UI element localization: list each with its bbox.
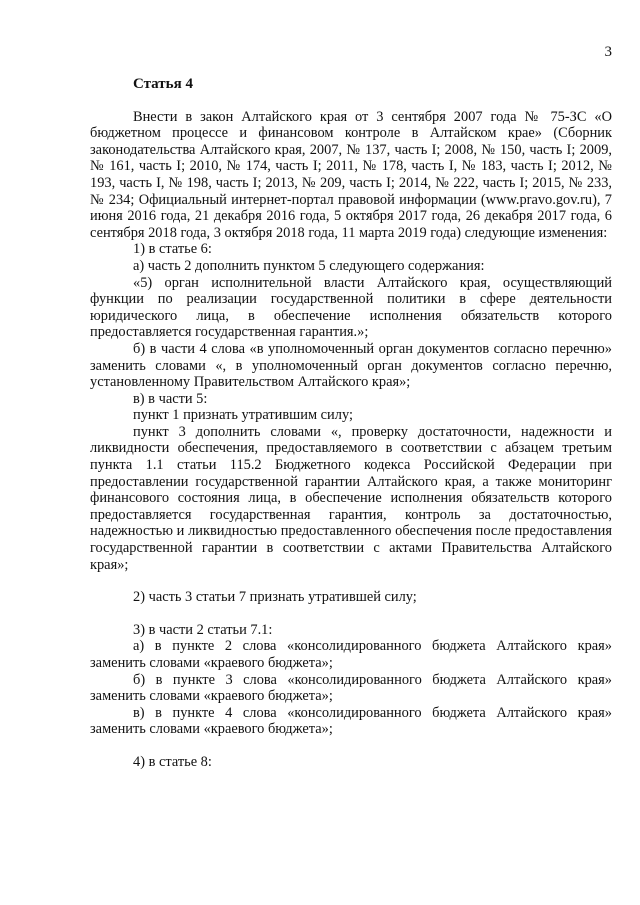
item-1v-point-3: пункт 3 дополнить словами «, проверку достаточности, надежности и ликвидности обеспечения, предоставляемого в соответствии с абзацем третьим пункта 1.1 статьи 115.2 Бюджетного кодекса Российской Федерации при предоставлении государственной гарантии Алтайского края, а также мониторинг финансового состояния лица, в обеспечение исполнения обязательств которого предоставляется государственная гарантия, контроль за достаточностью, надежностью и ликвидностью предоставленного обеспечения после предоставления государственной гарантии в соответствии с актами Правительства Алтайского края»; (90, 423, 612, 573)
item-1b: б) в части 4 слова «в уполномоченный орган документов согласно перечню» заменить словами «, в уполномоченный орган документов согласно перечню, установленному Правительством Алтайского края»; (90, 340, 612, 391)
item-3v: в) в пункте 4 слова «консолидированного бюджета Алтайского края» заменить словами «краевого бюджета»; (90, 704, 612, 738)
item-1-heading: 1) в статье 6: (133, 241, 212, 258)
item-1v-point-1: пункт 1 признать утратившим силу; (133, 407, 353, 424)
item-1a: а) часть 2 дополнить пунктом 5 следующего содержания: (133, 257, 485, 274)
item-1v-heading: в) в части 5: (133, 390, 208, 407)
document-body (90, 76, 612, 771)
page-number: 3 (604, 44, 612, 60)
item-3-heading: 3) в части 2 статьи 7.1: (133, 621, 273, 638)
item-3a: а) в пункте 2 слова «консолидированного бюджета Алтайского края» заменить словами «краевого бюджета»; (90, 638, 612, 671)
item-3b: б) в пункте 3 слова «консолидированного бюджета Алтайского края» заменить словами «краевого бюджета»; (90, 671, 612, 705)
item-1a-quote: «5) орган исполнительной власти Алтайского края, осуществляющий функции по реализации государственной политики в сфере деятельности юридического лица, в обеспечение исполнения обязательств которого предоставляется государственная гарантия.»; (90, 274, 612, 341)
item-4-heading: 4) в статье 8: (133, 753, 212, 770)
intro-paragraph: Внести в закон Алтайского края от 3 сентября 2007 года № 75-ЗС «О бюджетном процессе и финансовом контроле в Алтайском крае» (Сборник законодательства Алтайского края, 2007, № 137, часть I; 2008, № 150, часть I; 2009, № 161, часть I; 2010, № 174, часть I; 2011, № 178, часть I, № 183, часть I; 2012, № 193, часть I, № 198, часть I; 2013, № 209, часть I; 2014, № 222, часть I; 2015, № 233, № 234; Официальный интернет-портал правовой информации (www.pravo.gov.ru), 7 июня 2016 года, 21 декабря 2016 года, 5 октября 2017 года, 26 декабря 2017 года, 6 сентября 2018 года, 3 октября 2018 года, 11 марта 2019 года) следующие изменения: (90, 108, 612, 241)
article-title: Статья 4 (133, 76, 193, 92)
item-2: 2) часть 3 статьи 7 признать утратившей силу; (133, 589, 417, 606)
